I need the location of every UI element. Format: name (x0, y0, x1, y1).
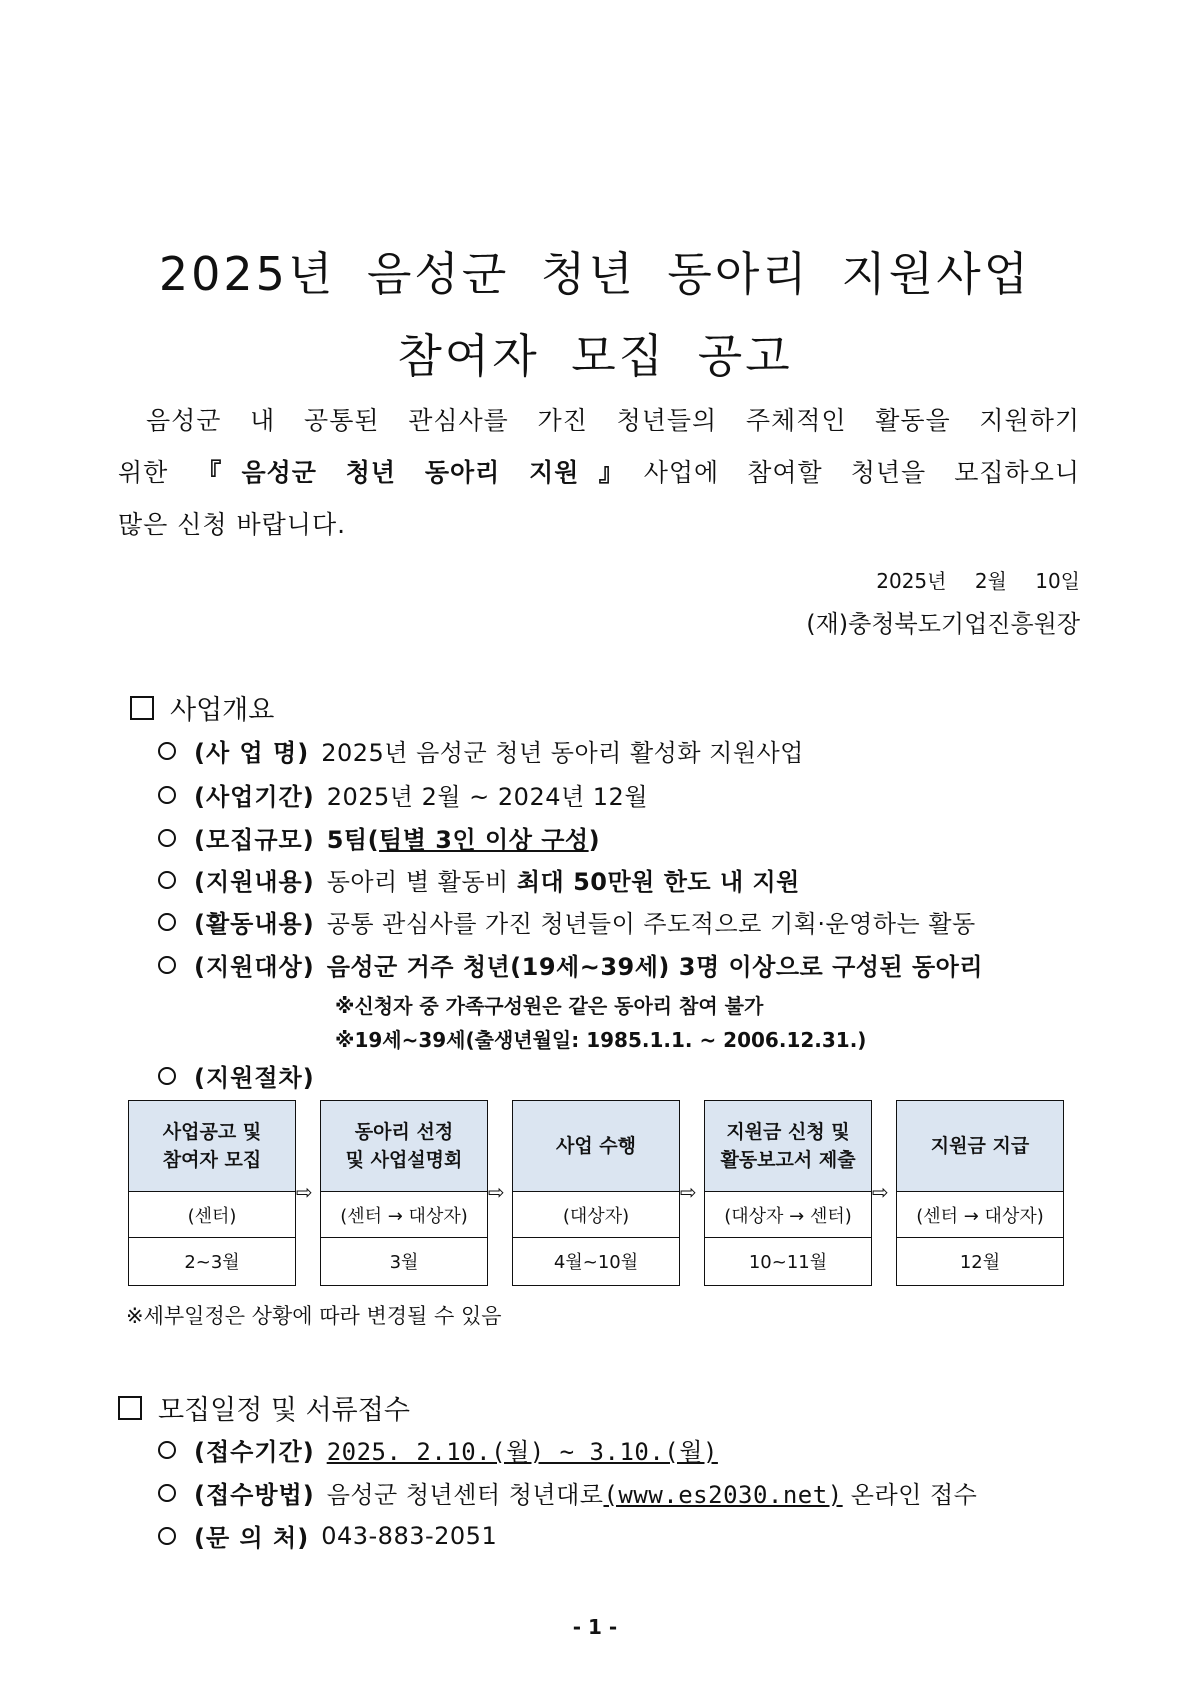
item-eligibility (158, 947, 983, 982)
process-step-title (513, 1101, 679, 1192)
title-line-1: 2025년 음성군 청년 동아리 지원사업 (158, 247, 1032, 301)
process-step-actor: (센터 → 대상자) (897, 1192, 1063, 1238)
circle-bullet-icon (158, 1441, 176, 1459)
process-step-period: 3월 (389, 1251, 419, 1273)
checkbox-square-icon (130, 696, 154, 720)
process-step-4 (704, 1100, 872, 1286)
process-step-title (321, 1101, 487, 1192)
process-step-1 (128, 1100, 296, 1286)
process-step-actor: (대상자) (513, 1192, 679, 1238)
schedule-footnote: ※세부일정은 상황에 따라 변경될 수 있음 (126, 1304, 502, 1328)
item-value: 2025. 2.10.(월) ~ 3.10.(월) (326, 1438, 718, 1466)
step-title-line2: 및 사업설명회 (345, 1149, 463, 1171)
section-schedule-heading (118, 1388, 410, 1427)
process-step-actor: (대상자 → 센터) (705, 1192, 871, 1238)
step-title-line2: 활동보고서 제출 (720, 1149, 856, 1171)
intro-line-2-pre: 위한 (118, 458, 197, 487)
item-label: (활동내용) (194, 910, 315, 938)
value-bold: 최대 50만원 한도 내 지원 (516, 868, 800, 896)
process-step-2 (320, 1100, 488, 1286)
item-activity-content (158, 904, 976, 939)
process-step-period: 2~3월 (184, 1251, 240, 1273)
step-title-line1: 사업공고 및 (162, 1121, 262, 1143)
process-step-period: 4월~10월 (553, 1251, 639, 1273)
website-link[interactable]: (www.es2030.net) (603, 1481, 843, 1509)
value-pre: 동아리 별 활동비 (326, 868, 517, 896)
process-step-period: 12월 (959, 1251, 1001, 1273)
arrow-right-icon: ⇨ (488, 1180, 505, 1204)
process-step-title (129, 1101, 295, 1192)
step-title-line1: 사업 수행 (555, 1135, 637, 1157)
value-post: 온라인 접수 (842, 1481, 978, 1509)
step-title-line1: 동아리 선정 (354, 1121, 454, 1143)
circle-bullet-icon (158, 1527, 176, 1545)
circle-bullet-icon (158, 1484, 176, 1502)
process-step-actor: (센터 → 대상자) (321, 1192, 487, 1238)
item-procedure (158, 1058, 327, 1093)
intro-paragraph (118, 395, 1080, 551)
item-label: (사업기간) (194, 783, 315, 811)
process-step-title (897, 1101, 1063, 1192)
item-label: (문 의 처) (194, 1524, 310, 1552)
intro-line-1: 음성군 내 공통된 관심사를 가진 청년들의 주체적인 활동을 지원하기 (146, 406, 1080, 435)
process-step-3 (512, 1100, 680, 1286)
item-support-content (158, 862, 800, 897)
item-value: 043-883-2051 (321, 1521, 498, 1550)
arrow-right-icon: ⇨ (680, 1180, 697, 1204)
circle-bullet-icon (158, 1067, 176, 1085)
item-label: (지원내용) (194, 868, 315, 896)
value-post: ) (588, 826, 601, 854)
item-label: (지원절차) (194, 1064, 315, 1092)
item-value: 2025년 2월 ~ 2024년 12월 (326, 783, 649, 811)
item-label: (사 업 명) (194, 739, 310, 767)
intro-line-3: 많은 신청 바랍니다. (118, 510, 347, 539)
step-title-line1: 지원금 신청 및 (726, 1121, 850, 1143)
item-value: 공통 관심사를 가진 청년들이 주도적으로 기획·운영하는 활동 (326, 910, 976, 938)
item-project-period (158, 777, 648, 812)
circle-bullet-icon (158, 829, 176, 847)
issuing-organization: (재)충청북도기업진흥원장 (806, 610, 1080, 638)
program-name: 『음성군 청년 동아리 지원』 (196, 458, 644, 487)
value-underlined: 팀별 3인 이상 구성 (379, 826, 589, 854)
step-title-line1: 지원금 지급 (930, 1135, 1030, 1157)
circle-bullet-icon (158, 786, 176, 804)
item-value (327, 1475, 978, 1510)
title-line-2: 참여자 모집 공고 (397, 329, 793, 383)
section-schedule-title: 모집일정 및 서류접수 (158, 1395, 410, 1426)
item-recruit-size (158, 820, 600, 855)
process-step-5 (896, 1100, 1064, 1286)
item-application-method (158, 1475, 977, 1510)
process-step-actor: (센터) (129, 1192, 295, 1238)
note-age-range: ※19세~39세(출생년월일: 1985.1.1. ~ 2006.12.31.) (335, 1028, 867, 1052)
intro-line-2 (118, 447, 1080, 499)
item-value (327, 820, 600, 855)
section-overview-title: 사업개요 (170, 695, 275, 726)
page-number: - 1 - (572, 1615, 618, 1639)
arrow-right-icon: ⇨ (872, 1180, 889, 1204)
intro-line-2-post: 사업에 참여할 청년을 모집하오니 (643, 458, 1080, 487)
item-value: 2025년 음성군 청년 동아리 활성화 지원사업 (321, 739, 804, 767)
item-application-period (158, 1432, 718, 1467)
announcement-date: 2025년 2월 10일 (876, 569, 1080, 593)
checkbox-square-icon (118, 1396, 142, 1420)
value-pre: 음성군 청년센터 청년대로 (326, 1481, 604, 1509)
arrow-right-icon: ⇨ (296, 1180, 313, 1204)
process-step-title (705, 1101, 871, 1192)
item-label: (접수기간) (194, 1438, 315, 1466)
item-value: 음성군 거주 청년(19세~39세) 3명 이상으로 구성된 동아리 (326, 953, 984, 981)
step-title-line2: 참여자 모집 (162, 1149, 262, 1171)
item-label: (모집규모) (194, 826, 315, 854)
note-family: ※신청자 중 가족구성원은 같은 동아리 참여 불가 (335, 994, 764, 1018)
item-value (327, 862, 800, 897)
section-overview-heading (130, 688, 274, 727)
circle-bullet-icon (158, 871, 176, 889)
circle-bullet-icon (158, 913, 176, 931)
item-contact (158, 1518, 497, 1553)
item-label: (접수방법) (194, 1481, 315, 1509)
value-pre: 5팀( (326, 826, 380, 854)
item-label: (지원대상) (194, 953, 315, 981)
circle-bullet-icon (158, 742, 176, 760)
process-step-period: 10~11월 (748, 1251, 828, 1273)
item-project-name (158, 733, 804, 768)
circle-bullet-icon (158, 956, 176, 974)
